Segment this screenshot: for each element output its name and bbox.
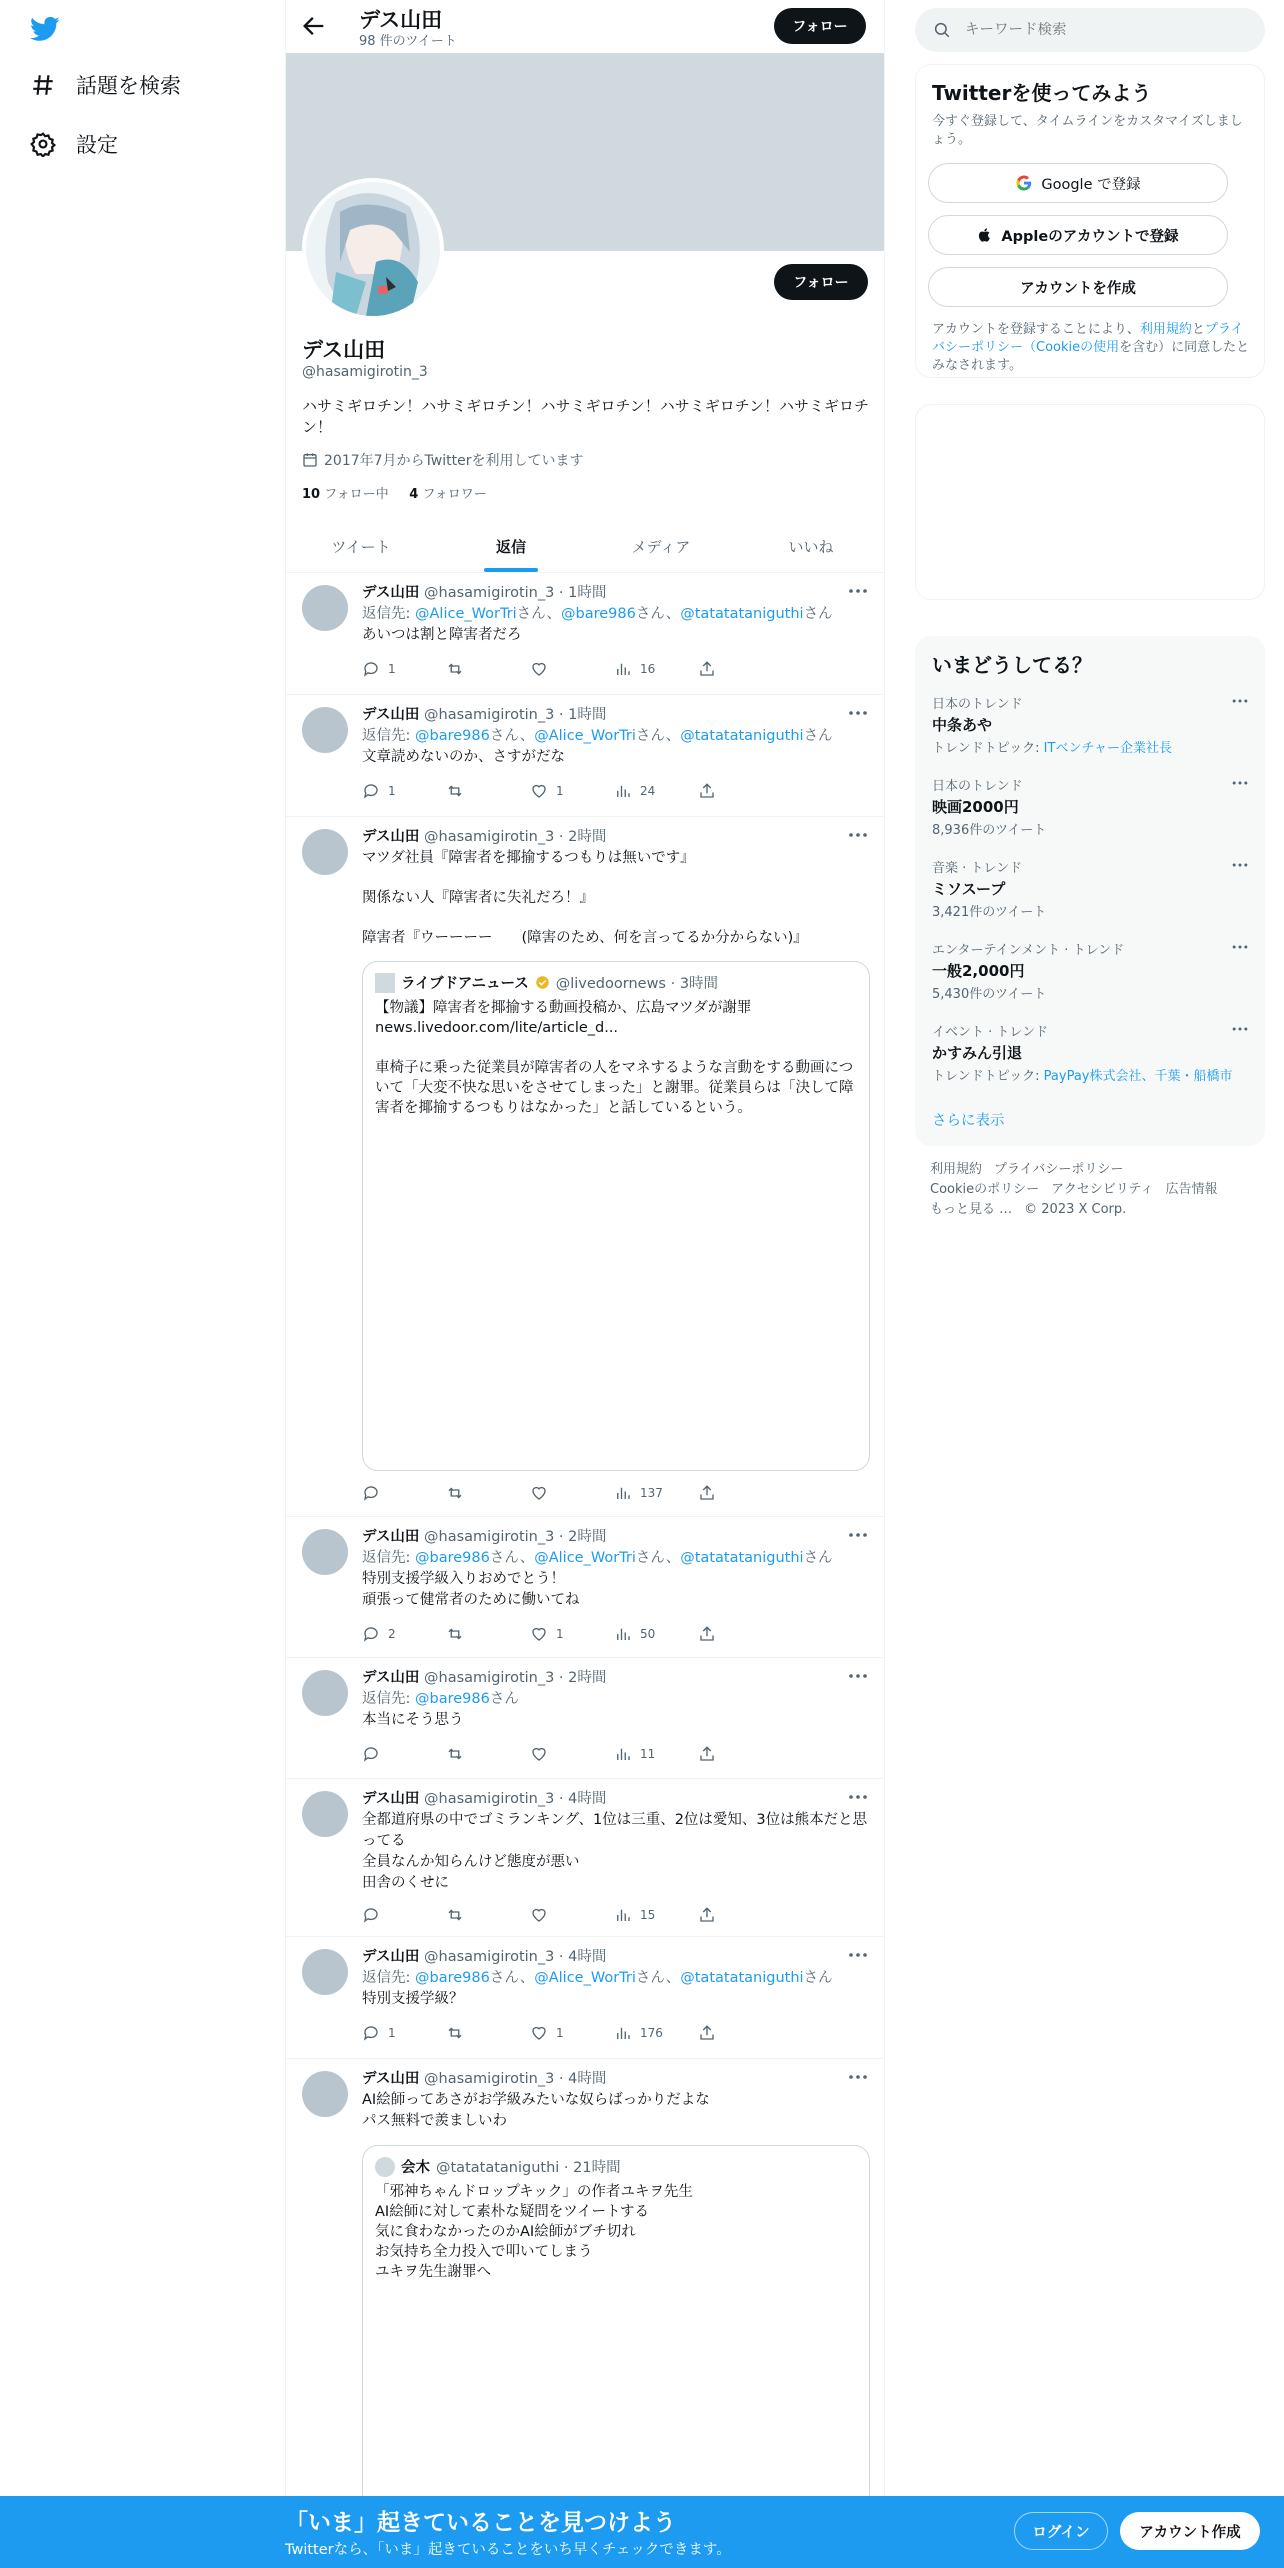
reply-icon [362, 2024, 380, 2042]
more-icon[interactable] [1230, 777, 1250, 789]
tweet-header: デス山田 @hasamigirotin_3 · 4時間 [362, 1949, 607, 1965]
apple-signup-button[interactable]: Appleのアカウントで登録 [928, 215, 1228, 255]
tweet-body [362, 2069, 870, 2132]
reply-icon [362, 782, 380, 800]
share-icon [698, 660, 716, 678]
bottom-signup-bar [0, 2496, 1284, 2568]
tweet-text: 特別支援学級？ [362, 1991, 464, 2007]
mention-link[interactable]: @bare986 [415, 1550, 490, 1566]
header-tweet-count: 98 件のツイート [359, 34, 457, 49]
tweet-body [362, 1947, 870, 2010]
tweet-actions [362, 1624, 782, 1644]
tweet-header: デス山田 @hasamigirotin_3 · 1時間 [362, 585, 607, 601]
mention-link[interactable]: @tatatataniguthi [680, 728, 804, 744]
footer-more-link[interactable]: もっと見る … [930, 1202, 1013, 1217]
nav-settings[interactable] [30, 129, 118, 159]
heart-icon [530, 1484, 548, 1502]
signup-terms: アカウントを登録することにより、利用規約とプライバシーポリシー（Cookieの使用を含む）に同意したとみなされます。 [932, 322, 1250, 373]
tweet[interactable] [286, 2059, 885, 2568]
retweet-icon [446, 1745, 464, 1763]
nav-settings-label: 設定 [76, 133, 118, 157]
signup-button[interactable]: アカウント作成 [1120, 2512, 1260, 2550]
profile-follow-button[interactable]: フォロー [774, 264, 868, 300]
signup-title: Twitterを使ってみよう [932, 81, 1152, 105]
reply-button[interactable]: 1 [362, 781, 446, 801]
reply-icon [362, 660, 380, 678]
mention-link[interactable]: @tatatataniguthi [680, 1970, 804, 1986]
like-button[interactable] [530, 1483, 614, 1503]
footer-link[interactable]: 利用規約 [930, 1162, 983, 1177]
following-link[interactable]: 10 フォロー中 [302, 487, 389, 502]
empty-widget [915, 404, 1265, 600]
like-button[interactable] [530, 1744, 614, 1764]
mention-link[interactable]: @Alice_WorTri [534, 1970, 636, 1986]
profile-bio: ハサミギロチン！ハサミギロチン！ハサミギロチン！ハサミギロチン！ハサミギロチン！ [302, 397, 870, 436]
quoted-tweet-text: 【物議】障害者を揶揄する動画投稿か、広島マツダが謝罪 news.livedoor.com/lite/article_d... 車椅子に乗った従業員が障害者の人をマネするような言動をする動画について「大変不快な思いをさせてしまった」と謝罪。従業員らは「決して障害者を揶揄するつもりはなかった」と話しているという。 [375, 998, 859, 1118]
profile-joined [302, 450, 583, 470]
tweet-header: デス山田 @hasamigirotin_3 · 2時間 [362, 1670, 607, 1686]
apple-icon [977, 226, 993, 244]
reply-context: 返信先: @bare986さん、@Alice_WorTriさん、@tatatataniguthiさん [362, 1970, 833, 1986]
tweet-actions [362, 659, 782, 679]
profile-tabs [286, 520, 885, 573]
share-button[interactable] [698, 781, 782, 801]
bottom-bar-subtitle: Twitterなら、「いま」起きていることをいち早くチェックできます。 [285, 2542, 731, 2558]
tweet-body [362, 1789, 870, 1894]
tweet-text-line: パス無料で羨ましいわ [362, 2113, 507, 2129]
views-button[interactable]: 15 [614, 1905, 698, 1925]
heart-icon [530, 1625, 548, 1643]
mention-link[interactable]: @tatatataniguthi [680, 1550, 804, 1566]
retweet-button[interactable] [446, 1624, 530, 1644]
mention-link[interactable]: @bare986 [415, 1970, 490, 1986]
search-input[interactable] [965, 22, 1225, 38]
trend-item[interactable]: 日本のトレンド 映画2000円 8,936件のツイート [932, 775, 1250, 838]
share-icon [698, 1745, 716, 1763]
mention-link[interactable]: @tatatataniguthi [680, 606, 804, 622]
mention-link[interactable]: @Alice_WorTri [415, 606, 517, 622]
header-follow-button[interactable]: フォロー [774, 8, 866, 44]
reply-icon [362, 1745, 380, 1763]
tweet-actions [362, 1744, 782, 1764]
reply-button[interactable]: 2 [362, 1624, 446, 1644]
heart-icon [530, 1906, 548, 1924]
right-sidebar [915, 0, 1265, 2568]
tweet-avatar[interactable] [302, 2071, 348, 2117]
retweet-button[interactable] [446, 1483, 530, 1503]
signup-subtitle: 今すぐ登録して、タイムラインをカスタマイズしましょう。 [932, 114, 1243, 147]
signup-card [915, 64, 1265, 378]
tweet-body [362, 705, 870, 768]
privacy-link[interactable]: プライバシーポリシー（Cookieの使用 [932, 322, 1244, 355]
tweet-body [362, 583, 870, 646]
tweet-text-line: 全都道府県の中でゴミランキング、1位は三重、2位は愛知、3位は熊本だと思ってる [362, 1812, 868, 1849]
trend-item[interactable]: 音楽 · トレンド ミソスープ 3,421件のツイート [932, 857, 1250, 920]
share-icon [698, 2024, 716, 2042]
tweet-text-line: AI絵師ってあさがお学級みたいな奴らばっかりだよな [362, 2092, 710, 2108]
tweet-avatar[interactable] [302, 1949, 348, 1995]
retweet-button[interactable] [446, 1744, 530, 1764]
google-icon [1015, 174, 1033, 192]
tweet-avatar[interactable] [302, 707, 348, 753]
twitter-bird-icon[interactable] [28, 14, 62, 44]
tab-media[interactable]: メディア [631, 537, 691, 556]
tweet-header: デス山田 @hasamigirotin_3 · 2時間 [362, 829, 607, 845]
back-arrow-icon[interactable] [300, 12, 328, 40]
trends-card [915, 636, 1265, 1146]
views-chart-icon [614, 1625, 632, 1643]
more-icon[interactable] [1230, 941, 1250, 953]
trend-item[interactable]: 日本のトレンド 中条あや トレンドトピック: ITベンチャー企業社長 [932, 693, 1250, 756]
tweet-body [362, 1668, 870, 1731]
views-button[interactable]: 50 [614, 1624, 698, 1644]
trends-title: いまどうしてる？ [932, 653, 1092, 677]
calendar-icon [302, 452, 318, 468]
nav-explore[interactable] [30, 70, 181, 100]
views-chart-icon [614, 2024, 632, 2042]
share-icon [698, 782, 716, 800]
trend-item[interactable]: エンターテインメント · トレンド 一般2,000円 5,430件のツイート [932, 939, 1250, 1002]
header-name: デス山田 [359, 8, 443, 32]
views-chart-icon [614, 1906, 632, 1924]
tweet-text-line: 特別支援学級入りおめでとう！ [362, 1571, 565, 1587]
tweet-text: 本当にそう思う [362, 1712, 464, 1728]
footer-link[interactable]: 広告情報 [1165, 1182, 1218, 1197]
retweet-icon [446, 782, 464, 800]
left-navigation [0, 0, 285, 2568]
tweet[interactable] [286, 1658, 885, 1779]
retweet-button[interactable] [446, 659, 530, 679]
tweet[interactable] [286, 1779, 885, 1937]
tweet-header: デス山田 @hasamigirotin_3 · 4時間 [362, 2071, 607, 2087]
views-button[interactable]: 176 [614, 2023, 698, 2043]
share-button[interactable] [698, 1624, 782, 1644]
tweet-text-line: 障害者『ウーーーー (障害のため、何を言ってるか分からない)』 [362, 930, 808, 946]
tweet[interactable] [286, 1517, 885, 1658]
tweet-text: 文章読めないのか、さすがだな [362, 749, 565, 765]
share-icon [698, 1484, 716, 1502]
followers-link[interactable]: 4 フォロワー [409, 487, 487, 502]
reply-icon [362, 1906, 380, 1924]
terms-link[interactable]: 利用規約 [1139, 322, 1192, 337]
tweet-actions [362, 2023, 782, 2043]
views-button[interactable]: 16 [614, 659, 698, 679]
quoted-tweet-header: 会木 @tatatataniguthi · 21時間 [375, 2156, 621, 2177]
retweet-button[interactable] [446, 2023, 530, 2043]
more-icon[interactable] [1230, 695, 1250, 707]
retweet-icon [446, 1906, 464, 1924]
reply-icon [362, 1484, 380, 1502]
footer-link[interactable]: アクセシビリティ [1051, 1182, 1154, 1197]
bottom-bar-title: 「いま」起きていることを見つけよう [285, 2510, 676, 2536]
share-button[interactable] [698, 659, 782, 679]
like-button[interactable] [530, 659, 614, 679]
footer-link[interactable]: Cookieのポリシー [930, 1182, 1040, 1197]
more-icon[interactable] [1230, 1023, 1250, 1035]
views-button[interactable]: 24 [614, 781, 698, 801]
share-button[interactable] [698, 1744, 782, 1764]
search-icon [933, 21, 951, 39]
quoted-tweet[interactable] [362, 961, 870, 1471]
quoted-tweet-text: 「邪神ちゃんドロップキック」の作者ユキヲ先生 AI絵師に対して素朴な疑問をツイートする 気に食わなかったのかAI絵師がブチ切れ お気持ち全力投入で叩いてしまう ユキヲ先生謝罪へ [375, 2184, 693, 2280]
share-button[interactable] [698, 2023, 782, 2043]
verified-badge-icon [535, 975, 550, 990]
heart-icon [530, 660, 548, 678]
views-chart-icon [614, 1745, 632, 1763]
tweet[interactable] [286, 573, 885, 695]
create-account-button[interactable]: アカウントを作成 [928, 267, 1228, 307]
retweet-icon [446, 660, 464, 678]
share-button[interactable] [698, 1483, 782, 1503]
views-chart-icon [614, 782, 632, 800]
reply-context: 返信先: @bare986さん、@Alice_WorTriさん、@tatatataniguthiさん [362, 1550, 833, 1566]
tweet-avatar[interactable] [302, 1670, 348, 1716]
retweet-icon [446, 1625, 464, 1643]
profile-avatar[interactable] [302, 178, 444, 320]
retweet-icon [446, 1484, 464, 1502]
like-button[interactable]: 1 [530, 781, 614, 801]
reply-button[interactable]: 1 [362, 2023, 446, 2043]
reply-context: 返信先: @bare986さん [362, 1691, 519, 1707]
mention-link[interactable]: @bare986 [561, 606, 636, 622]
mention-link[interactable]: @bare986 [415, 1691, 490, 1707]
nav-explore-label: 話題を検索 [76, 74, 181, 98]
main-column [285, 0, 885, 2568]
reply-context: 返信先: @bare986さん、@Alice_WorTriさん、@tatatataniguthiさん [362, 728, 833, 744]
tab-tweets[interactable]: ツイート [331, 537, 391, 556]
reply-button[interactable] [362, 1744, 446, 1764]
tweet-actions [362, 781, 782, 801]
tweet-text-line: 田舎のくせに [362, 1875, 449, 1891]
avatar-illustration [306, 182, 440, 316]
profile-joined-text: 2017年7月からTwitterを利用しています [324, 453, 584, 469]
hash-icon [30, 72, 56, 98]
tab-likes[interactable]: いいね [788, 537, 834, 556]
reply-context: 返信先: @Alice_WorTriさん、@bare986さん、@tatatataniguthiさん [362, 606, 833, 622]
heart-icon [530, 1745, 548, 1763]
tweet-text-line: 全員なんか知らんけど態度が悪い [362, 1854, 580, 1870]
trend-item[interactable]: イベント · トレンド かすみん引退 トレンドトピック: PayPay株式会社、千葉・船橋市 [932, 1021, 1250, 1084]
tweet-actions [362, 1483, 782, 1503]
share-button[interactable] [698, 1905, 782, 1925]
views-chart-icon [614, 1484, 632, 1502]
tweet-body [362, 1527, 870, 1611]
like-button[interactable] [530, 1905, 614, 1925]
tweet-avatar[interactable] [302, 1791, 348, 1837]
heart-icon [530, 2024, 548, 2042]
profile-follow-stats [302, 483, 487, 502]
mention-link[interactable]: @Alice_WorTri [534, 1550, 636, 1566]
like-button[interactable]: 1 [530, 2023, 614, 2043]
google-signup-button[interactable]: Google で登録 [928, 163, 1228, 203]
tweet-actions [362, 1905, 782, 1925]
search-box[interactable] [915, 8, 1265, 52]
reply-icon [362, 1625, 380, 1643]
tweet-body [362, 827, 870, 949]
reply-button[interactable]: 1 [362, 659, 446, 679]
profile-handle: @hasamigirotin_3 [302, 364, 428, 380]
tweet[interactable] [286, 1937, 885, 2059]
tweet-avatar[interactable] [302, 829, 348, 875]
tweet-text-line: 頑張って健常者のために働いてね [362, 1592, 580, 1608]
show-more-link[interactable]: さらに表示 [932, 1113, 1005, 1129]
views-chart-icon [614, 660, 632, 678]
reply-button[interactable] [362, 1905, 446, 1925]
tweet-text-line: マツダ社員『障害者を揶揄するつもりは無いです』 [362, 850, 695, 866]
gear-icon [30, 131, 56, 157]
reply-button[interactable] [362, 1483, 446, 1503]
login-button[interactable]: ログイン [1014, 2512, 1108, 2550]
footer-link[interactable]: プライバシーポリシー [994, 1162, 1124, 1177]
tweet-text-line: 関係ない人『障害者に失礼だろ！』 [362, 890, 594, 906]
retweet-icon [446, 2024, 464, 2042]
tweet[interactable] [286, 695, 885, 817]
quoted-avatar [375, 973, 395, 993]
footer-links [930, 1160, 1260, 1220]
mention-link[interactable]: @Alice_WorTri [534, 728, 636, 744]
heart-icon [530, 782, 548, 800]
tweet-header: デス山田 @hasamigirotin_3 · 1時間 [362, 707, 607, 723]
tweet-text: あいつは割と障害者だろ [362, 627, 522, 643]
share-icon [698, 1906, 716, 1924]
tweet-header: デス山田 @hasamigirotin_3 · 4時間 [362, 1791, 607, 1807]
views-button[interactable]: 137 [614, 1483, 698, 1503]
copyright: © 2023 X Corp. [1024, 1202, 1127, 1217]
tweet-avatar[interactable] [302, 585, 348, 631]
tab-replies[interactable]: 返信 [436, 520, 586, 572]
quoted-link[interactable]: news.livedoor.com/lite/article_d... [375, 1020, 619, 1036]
tweet-header: デス山田 @hasamigirotin_3 · 2時間 [362, 1529, 607, 1545]
tweet-avatar[interactable] [302, 1529, 348, 1575]
mention-link[interactable]: @bare986 [415, 728, 490, 744]
tweet[interactable] [286, 817, 885, 1517]
share-icon [698, 1625, 716, 1643]
views-button[interactable]: 11 [614, 1744, 698, 1764]
more-icon[interactable] [1230, 859, 1250, 871]
profile-header-bar [286, 0, 885, 53]
profile-name: デス山田 [302, 338, 386, 362]
like-button[interactable]: 1 [530, 1624, 614, 1644]
retweet-button[interactable] [446, 781, 530, 801]
quoted-tweet-header: ライブドアニュース @livedoornews · 3時間 [375, 972, 718, 993]
quoted-avatar [375, 2157, 395, 2177]
retweet-button[interactable] [446, 1905, 530, 1925]
